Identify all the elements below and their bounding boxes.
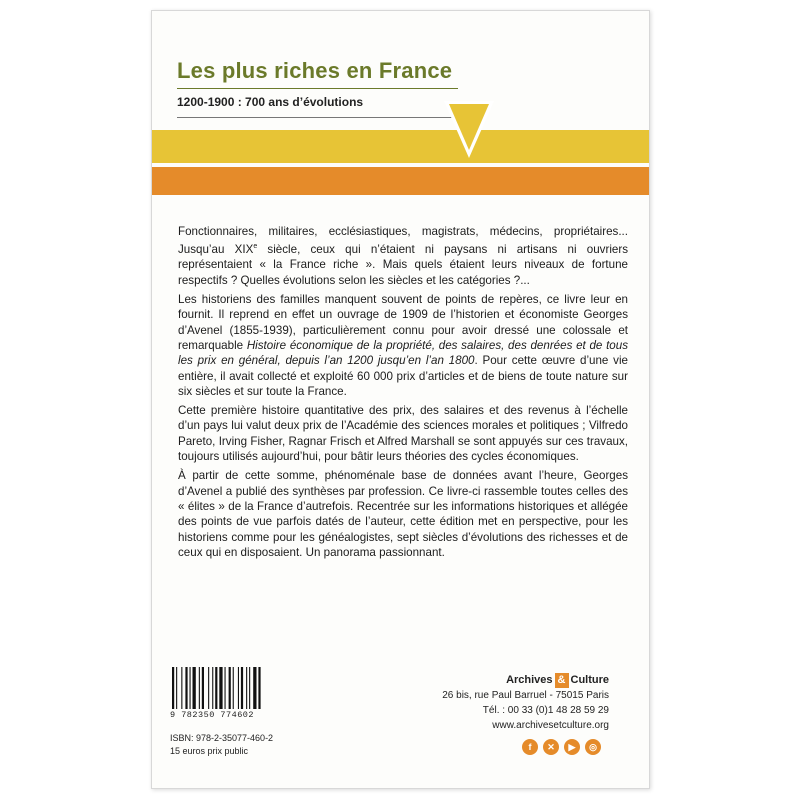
blurb-paragraph-4: À partir de cette somme, phénoménale base de données avant l’heure, Georges d’Avenel a publié des synthèses par profession. Ce livre-ci rassemble toutes celles des « élites » de la France d’autrefois. Recentrée sur les informations historiques et allégée des points de vue parfois datés de l’auteur, cette édition met en perspective, pour les historiens comme pour les généalogistes, sept siècles d’évolutions des richesses et de ceux qui en disposaient. Un panorama passionnant. xyxy=(178,469,628,559)
barcode-bar xyxy=(172,667,174,709)
barcode-bar xyxy=(215,667,217,709)
barcode-bar xyxy=(258,667,260,709)
publisher-name: Archives & Culture xyxy=(506,674,609,686)
barcode-bar xyxy=(233,667,234,709)
barcode-bar xyxy=(176,667,177,709)
barcode-bar xyxy=(249,667,250,709)
barcode-bar xyxy=(225,667,226,709)
barcode xyxy=(170,667,285,709)
blurb-paragraph-3: Cette première histoire quantitative des prix, des salaires et des revenus à l’échelle d’un pays lui valut deux prix de l’Académie des sciences morales et politiques ; Vilfredo Pareto, Irving Fisher, Ragnar Frisch et Alfred Marshall se sont appuyés sur ces travaux, toujours utilisés aujourd’hui, pour bâtir leurs théories des cycles économiques. xyxy=(178,404,628,464)
barcode-bar xyxy=(193,667,196,709)
facebook-icon[interactable]: f xyxy=(522,739,538,755)
instagram-icon[interactable]: ◎ xyxy=(585,739,601,755)
price: 15 euros prix public xyxy=(170,746,249,756)
barcode-bar xyxy=(241,667,243,709)
x-icon[interactable]: ✕ xyxy=(543,739,559,755)
blurb xyxy=(178,224,628,564)
publisher-website[interactable]: www.archivesetculture.org xyxy=(492,720,609,731)
barcode-bar xyxy=(246,667,247,709)
back-cover xyxy=(151,10,650,789)
barcode-bar xyxy=(238,667,239,709)
barcode-bar xyxy=(181,667,182,709)
barcode-bar xyxy=(185,667,187,709)
barcode-bar xyxy=(229,667,231,709)
blurb-paragraph-1: Fonctionnaires, militaires, ecclésiastiques, magistrats, médecins, propriétaires... Jusqu’au XIXe siècle, ceux qui n’étaient ni paysans ni artisans ni ouvriers représentaient « la France riche ». Mais quels étaient leurs niveaux de fortune respectifs ? Quelles évolutions selon les siècles et les catégories ?... xyxy=(178,225,628,287)
publisher-address: 26 bis, rue Paul Barruel - 75015 Paris xyxy=(442,690,609,701)
barcode-bar xyxy=(190,667,191,709)
ampersand-logo: & xyxy=(555,673,569,688)
barcode-bar xyxy=(208,667,209,709)
barcode-bar xyxy=(253,667,256,709)
youtube-icon[interactable]: ▶ xyxy=(564,739,580,755)
barcode-bar xyxy=(202,667,204,709)
book-subtitle: 1200-1900 : 700 ans d’évolutions xyxy=(177,95,364,109)
barcode-bar xyxy=(219,667,222,709)
barcode-digits: 9 782350 774602 xyxy=(170,710,255,720)
publisher-block xyxy=(442,673,609,733)
isbn: ISBN: 978-2-35077-460-2 xyxy=(170,733,274,743)
blurb-paragraph-2: Les historiens des familles manquent souvent de points de repères, ce livre leur en fournit. Il reprend en effet un ouvrage de 1909 de l’historien et économiste Georges d’Avenel (1855-1939), particulièrement connu pour avoir dressé une colossale et remarquable Histoire économique de la propriété, des salaires, des denrées et de tous les prix en général, depuis l’an 1200 jusqu’en l’an 1800. Pour cette œuvre d’une vie entière, il avait collecté et exploité 60 000 prix d’articles et de biens de toute nature sur six siècles et sur toute la France. xyxy=(178,293,628,398)
down-arrow-icon xyxy=(152,11,650,211)
barcode-bar xyxy=(212,667,213,709)
barcode-bar xyxy=(199,667,200,709)
social-links xyxy=(522,739,601,755)
publisher-phone: Tél. : 00 33 (0)1 48 28 59 29 xyxy=(482,705,609,716)
book-title: Les plus riches en France xyxy=(177,58,453,83)
